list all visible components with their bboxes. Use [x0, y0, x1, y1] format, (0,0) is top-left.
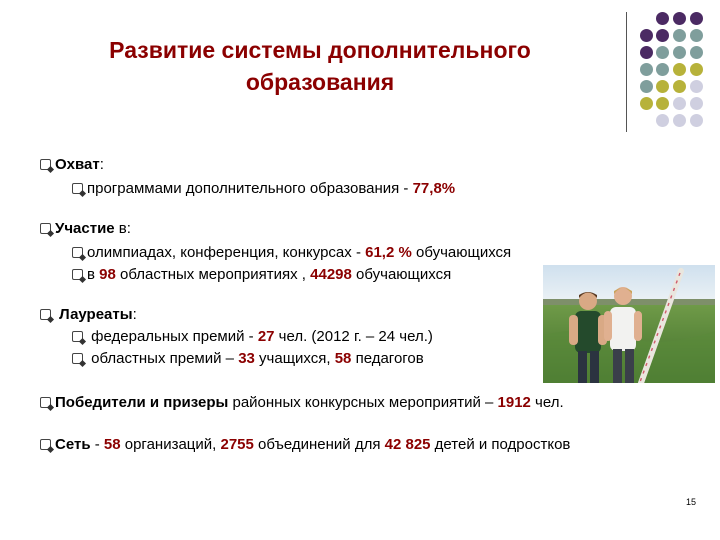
dot-decor — [690, 80, 703, 93]
dot-decor — [656, 80, 669, 93]
square-bullet-icon — [72, 331, 83, 342]
participation-item-2 — [72, 266, 451, 284]
dot-decor — [656, 46, 669, 59]
network-num3: 42 825 — [384, 436, 431, 453]
laureates-item-2-post: педагогов — [351, 350, 424, 367]
network-dash: - — [90, 436, 104, 453]
square-bullet-icon — [72, 247, 83, 258]
participation-item-2-post: обучающихся — [351, 266, 452, 283]
square-bullet-icon — [40, 223, 51, 234]
dot-decor — [656, 114, 669, 127]
participation-item-2-mid: областных мероприятиях , — [115, 266, 311, 283]
dot-decor — [656, 12, 669, 25]
laureates-item-2-mid: учащихся, — [254, 350, 335, 367]
coverage-heading — [40, 156, 104, 174]
page-number: 15 — [686, 497, 697, 507]
network-mid2: объединений для — [253, 436, 385, 453]
network-num1: 58 — [103, 436, 121, 453]
participation-item-1-value: 61,2 % — [365, 244, 412, 261]
laureates-item-2-pre: областных премий – — [91, 350, 239, 367]
participation-item-1 — [72, 244, 511, 262]
network-mid1: организаций, — [120, 436, 221, 453]
laureates-heading — [40, 306, 137, 324]
laureates-item-1-pre: федеральных премий - — [91, 328, 258, 345]
two-boys-in-field-photo — [543, 265, 715, 383]
square-bullet-icon — [40, 397, 51, 408]
dot-decor — [656, 29, 669, 42]
square-bullet-icon — [40, 159, 51, 170]
winners-label: Победители и призеры — [55, 394, 229, 411]
dot-decor — [640, 46, 653, 59]
square-bullet-icon — [72, 269, 83, 280]
dot-decor — [673, 29, 686, 42]
winners-text: районных конкурсных мероприятий – — [228, 394, 498, 411]
participation-heading — [40, 220, 131, 238]
dot-decor — [640, 63, 653, 76]
coverage-item — [72, 180, 455, 198]
title-line-2: образования — [245, 69, 395, 95]
decorative-vertical-line — [626, 12, 627, 132]
laureates-item-1-post: чел. (2012 г. – 24 чел.) — [274, 328, 433, 345]
coverage-label: Охват — [55, 156, 100, 173]
dot-decor — [690, 97, 703, 110]
dot-decor — [656, 97, 669, 110]
dot-decor — [673, 80, 686, 93]
network-label: Сеть — [55, 436, 91, 453]
participation-label: Участие — [55, 220, 115, 237]
dot-decor — [690, 63, 703, 76]
laureates-item-1-num: 27 — [257, 328, 275, 345]
coverage-value: 77,8% — [412, 180, 456, 197]
dot-decor — [690, 114, 703, 127]
participation-suffix: в: — [114, 220, 131, 237]
participation-item-2-pre: в — [87, 266, 100, 283]
laureates-item-2-num1: 33 — [238, 350, 255, 367]
dot-decor — [656, 63, 669, 76]
winners-line — [40, 394, 564, 412]
dot-decor — [690, 46, 703, 59]
participation-item-2-num2: 44298 — [310, 266, 352, 283]
participation-item-1-text: олимпиадах, конференция, конкурсах - — [87, 244, 366, 261]
coverage-colon: : — [99, 156, 104, 173]
dot-decor — [640, 97, 653, 110]
title-line-1: Развитие системы дополнительного — [109, 37, 531, 63]
laureates-label: Лауреаты — [59, 306, 133, 323]
square-bullet-icon — [40, 309, 51, 320]
laureates-item-2 — [72, 350, 424, 368]
dot-decor — [673, 12, 686, 25]
participation-item-2-num1: 98 — [99, 266, 116, 283]
dot-decor — [690, 29, 703, 42]
network-line — [40, 436, 570, 454]
winners-value: 1912 — [497, 394, 531, 411]
laureates-colon: : — [132, 306, 137, 323]
network-post: детей и подростков — [430, 436, 571, 453]
dot-decor — [640, 80, 653, 93]
slide-title — [40, 34, 600, 98]
dot-decor — [673, 63, 686, 76]
laureates-item-1 — [72, 328, 433, 346]
dot-decor — [640, 29, 653, 42]
dot-decor — [673, 114, 686, 127]
square-bullet-icon — [40, 439, 51, 450]
square-bullet-icon — [72, 183, 83, 194]
winners-post: чел. — [530, 394, 564, 411]
coverage-item-text: программами дополнительного образования - — [87, 180, 409, 197]
dot-decor — [673, 46, 686, 59]
participation-item-1-post: обучающихся — [411, 244, 512, 261]
network-num2: 2755 — [220, 436, 254, 453]
dot-decor — [690, 12, 703, 25]
dot-decor — [673, 97, 686, 110]
square-bullet-icon — [72, 353, 83, 364]
laureates-item-2-num2: 58 — [334, 350, 352, 367]
